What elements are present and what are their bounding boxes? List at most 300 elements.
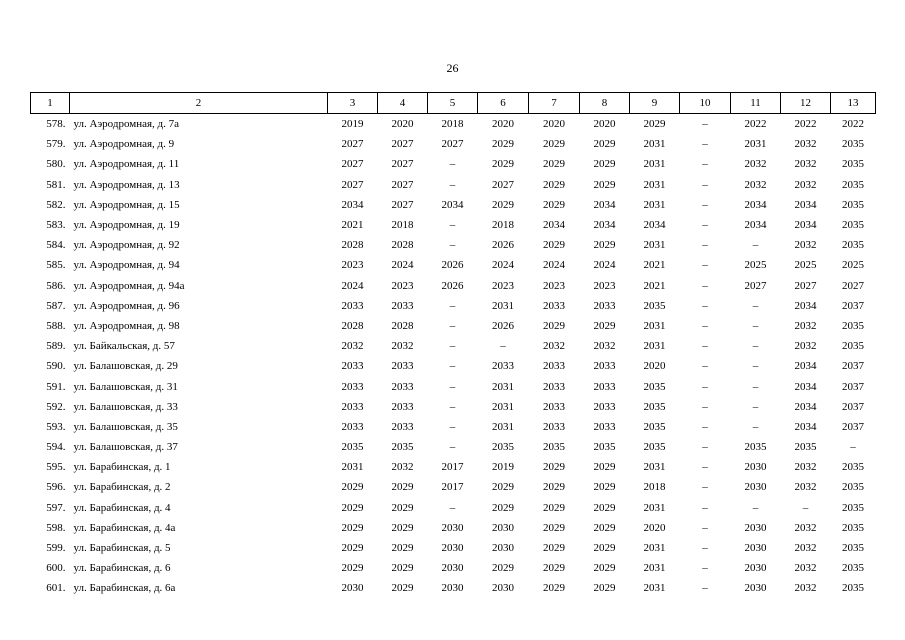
address-cell: ул. Барабинская, д. 6а xyxy=(73,582,176,595)
year-cell: 2032 xyxy=(543,340,565,353)
year-cell: 2034 xyxy=(341,198,364,211)
year-cell: 2032 xyxy=(744,178,767,191)
year-cell: – xyxy=(449,219,456,232)
year-cell: 2034 xyxy=(543,219,565,232)
address-cell: ул. Барабинская, д. 4 xyxy=(73,501,171,514)
year-cell: 2029 xyxy=(391,562,414,575)
year-cell: 2029 xyxy=(341,501,364,514)
row-number-cell: 592. xyxy=(46,400,66,413)
year-cell: 2029 xyxy=(543,461,565,474)
year-cell: 2019 xyxy=(341,118,364,131)
year-cell: 2033 xyxy=(391,400,414,413)
year-cell: 2035 xyxy=(842,501,864,514)
year-cell: 2027 xyxy=(391,198,414,211)
year-cell: 2033 xyxy=(593,360,616,373)
year-cell: 2030 xyxy=(492,542,514,555)
year-cell: 2037 xyxy=(842,360,864,373)
table-row xyxy=(31,114,876,135)
table-row xyxy=(31,376,876,396)
address-cell: ул. Аэродромная, д. 94 xyxy=(73,259,180,272)
year-cell: 2035 xyxy=(643,441,666,454)
row-number-cell: 580. xyxy=(46,158,66,171)
column-header: 9 xyxy=(630,93,680,114)
address-cell: ул. Аэродромная, д. 9 xyxy=(73,138,175,151)
column-header: 4 xyxy=(378,93,428,114)
row-number-cell: 586. xyxy=(46,279,66,292)
year-cell: 2029 xyxy=(593,542,616,555)
year-cell: 2030 xyxy=(744,521,767,534)
year-cell: 2035 xyxy=(842,239,864,252)
year-cell: 2025 xyxy=(842,259,864,272)
year-cell: 2032 xyxy=(794,158,817,171)
address-cell: ул. Барабинская, д. 2 xyxy=(73,481,171,494)
year-cell: 2030 xyxy=(492,521,514,534)
year-cell: 2029 xyxy=(543,542,565,555)
year-cell: 2030 xyxy=(441,542,464,555)
year-cell: 2031 xyxy=(643,542,666,555)
year-cell: 2029 xyxy=(341,521,364,534)
year-cell: – xyxy=(702,501,708,514)
year-cell: 2030 xyxy=(744,481,767,494)
year-cell: 2022 xyxy=(744,118,767,131)
year-cell: – xyxy=(702,178,708,191)
year-cell: 2035 xyxy=(842,461,864,474)
year-cell: 2037 xyxy=(842,380,864,393)
year-cell: 2035 xyxy=(643,420,666,433)
column-header: 11 xyxy=(731,93,781,114)
year-cell: 2024 xyxy=(391,259,414,272)
year-cell: 2032 xyxy=(794,340,817,353)
year-cell: – xyxy=(702,521,708,534)
row-number-cell: 579. xyxy=(46,138,66,151)
table-row xyxy=(31,215,876,235)
year-cell: – xyxy=(850,441,856,454)
address-cell: ул. Байкальская, д. 57 xyxy=(73,340,175,353)
year-cell: – xyxy=(702,360,708,373)
year-cell: – xyxy=(449,239,456,252)
year-cell: 2031 xyxy=(643,178,666,191)
year-cell: 2029 xyxy=(643,118,666,131)
table-row xyxy=(31,296,876,316)
row-number-cell: 585. xyxy=(46,259,66,272)
year-cell: 2034 xyxy=(744,219,767,232)
year-cell: 2023 xyxy=(341,259,364,272)
year-cell: 2029 xyxy=(543,481,565,494)
year-cell: 2019 xyxy=(492,461,514,474)
year-cell: 2017 xyxy=(441,481,464,494)
year-cell: 2032 xyxy=(794,582,817,595)
year-cell: 2031 xyxy=(643,198,666,211)
year-cell: 2023 xyxy=(391,279,414,292)
year-cell: 2029 xyxy=(593,582,616,595)
year-cell: – xyxy=(752,299,759,312)
table-row xyxy=(31,437,876,457)
address-cell: ул. Аэродромная, д. 7а xyxy=(73,118,180,131)
year-cell: 2032 xyxy=(794,461,817,474)
year-cell: 2027 xyxy=(842,279,864,292)
address-cell: ул. Балашовская, д. 31 xyxy=(73,380,178,393)
column-header: 7 xyxy=(529,93,580,114)
year-cell: – xyxy=(752,340,759,353)
address-cell: ул. Балашовская, д. 37 xyxy=(73,441,178,454)
year-cell: 2032 xyxy=(744,158,767,171)
page-number: 26 xyxy=(446,61,459,75)
year-cell: 2029 xyxy=(341,542,364,555)
year-cell: 2028 xyxy=(391,239,414,252)
table-row xyxy=(31,154,876,174)
table-row xyxy=(31,175,876,195)
year-cell: 2028 xyxy=(341,319,364,332)
year-cell: 2029 xyxy=(391,501,414,514)
year-cell: 2022 xyxy=(842,118,864,131)
year-cell: 2021 xyxy=(643,279,666,292)
row-number-cell: 587. xyxy=(46,299,66,312)
year-cell: 2029 xyxy=(492,501,514,514)
year-cell: 2027 xyxy=(341,158,364,171)
address-cell: ул. Барабинская, д. 6 xyxy=(73,562,171,575)
table-row xyxy=(31,336,876,356)
year-cell: 2029 xyxy=(593,461,616,474)
year-cell: 2034 xyxy=(593,219,616,232)
column-header: 10 xyxy=(680,93,731,114)
year-cell: 2029 xyxy=(543,501,565,514)
year-cell: 2031 xyxy=(492,299,514,312)
table-body xyxy=(31,114,876,599)
row-number-cell: 601. xyxy=(46,582,66,595)
year-cell: 2020 xyxy=(391,118,414,131)
column-header: 1 xyxy=(31,93,70,114)
row-number-cell: 590. xyxy=(46,360,66,373)
year-cell: 2018 xyxy=(441,118,464,131)
year-cell: – xyxy=(702,461,708,474)
year-cell: – xyxy=(702,219,708,232)
year-cell: 2030 xyxy=(492,582,514,595)
year-cell: 2031 xyxy=(643,501,666,514)
year-cell: 2032 xyxy=(794,521,817,534)
year-cell: 2027 xyxy=(794,279,817,292)
year-cell: 2034 xyxy=(794,360,817,373)
year-cell: 2033 xyxy=(492,360,514,373)
year-cell: 2035 xyxy=(593,441,616,454)
schedule-table xyxy=(30,92,876,599)
year-cell: 2034 xyxy=(794,400,817,413)
year-cell: – xyxy=(802,501,809,514)
year-cell: 2035 xyxy=(643,299,666,312)
year-cell: 2029 xyxy=(593,481,616,494)
year-cell: 2033 xyxy=(391,420,414,433)
year-cell: 2032 xyxy=(794,562,817,575)
year-cell: 2032 xyxy=(391,461,414,474)
row-number-cell: 584. xyxy=(46,239,66,252)
year-cell: – xyxy=(702,340,708,353)
year-cell: 2035 xyxy=(643,400,666,413)
year-cell: 2032 xyxy=(794,542,817,555)
year-cell: – xyxy=(449,319,456,332)
column-header: 12 xyxy=(781,93,831,114)
year-cell: 2035 xyxy=(842,178,864,191)
year-cell: 2030 xyxy=(441,582,464,595)
year-cell: 2031 xyxy=(643,340,666,353)
address-cell: ул. Балашовская, д. 29 xyxy=(73,360,178,373)
year-cell: 2029 xyxy=(492,198,514,211)
year-cell: 2032 xyxy=(593,340,616,353)
year-cell: 2029 xyxy=(593,501,616,514)
year-cell: 2033 xyxy=(341,380,364,393)
year-cell: – xyxy=(702,118,708,131)
year-cell: 2031 xyxy=(643,319,666,332)
year-cell: 2029 xyxy=(543,178,565,191)
year-cell: 2027 xyxy=(341,138,364,151)
address-cell: ул. Балашовская, д. 33 xyxy=(73,400,178,413)
year-cell: 2020 xyxy=(593,118,616,131)
year-cell: 2033 xyxy=(341,400,364,413)
table-header xyxy=(31,93,876,114)
year-cell: – xyxy=(500,340,506,353)
year-cell: 2033 xyxy=(341,420,364,433)
year-cell: 2034 xyxy=(593,198,616,211)
year-cell: 2030 xyxy=(341,582,364,595)
year-cell: – xyxy=(702,259,708,272)
year-cell: – xyxy=(702,481,708,494)
year-cell: 2035 xyxy=(842,319,864,332)
year-cell: 2029 xyxy=(543,319,565,332)
year-cell: 2031 xyxy=(492,400,514,413)
year-cell: 2029 xyxy=(391,542,414,555)
year-cell: – xyxy=(702,441,708,454)
year-cell: 2035 xyxy=(391,441,414,454)
year-cell: 2033 xyxy=(341,299,364,312)
year-cell: 2035 xyxy=(794,441,817,454)
year-cell: – xyxy=(702,562,708,575)
table-row xyxy=(31,397,876,417)
year-cell: 2029 xyxy=(492,158,514,171)
year-cell: 2024 xyxy=(341,279,364,292)
year-cell: 2029 xyxy=(593,319,616,332)
row-number-cell: 594. xyxy=(46,441,66,454)
table-row xyxy=(31,578,876,598)
year-cell: 2035 xyxy=(842,562,864,575)
year-cell: 2031 xyxy=(341,461,364,474)
column-header: 3 xyxy=(328,93,378,114)
year-cell: 2031 xyxy=(643,461,666,474)
year-cell: – xyxy=(702,319,708,332)
year-cell: 2024 xyxy=(593,259,616,272)
year-cell: 2030 xyxy=(441,521,464,534)
year-cell: – xyxy=(449,400,456,413)
year-cell: 2035 xyxy=(842,219,864,232)
year-cell: 2029 xyxy=(341,562,364,575)
year-cell: 2034 xyxy=(794,380,817,393)
year-cell: 2029 xyxy=(492,562,514,575)
year-cell: 2033 xyxy=(543,360,565,373)
year-cell: 2033 xyxy=(593,400,616,413)
address-cell: ул. Балашовская, д. 35 xyxy=(73,420,178,433)
year-cell: 2034 xyxy=(744,198,767,211)
year-cell: 2029 xyxy=(391,582,414,595)
address-cell: ул. Аэродромная, д. 98 xyxy=(73,319,180,332)
year-cell: 2017 xyxy=(441,461,464,474)
column-header: 13 xyxy=(831,93,876,114)
year-cell: 2033 xyxy=(391,380,414,393)
column-header: 8 xyxy=(580,93,630,114)
year-cell: 2030 xyxy=(744,542,767,555)
year-cell: 2027 xyxy=(744,279,767,292)
year-cell: – xyxy=(449,441,456,454)
year-cell: 2026 xyxy=(441,279,464,292)
year-cell: – xyxy=(702,582,708,595)
year-cell: 2034 xyxy=(794,219,817,232)
year-cell: 2032 xyxy=(341,340,364,353)
address-cell: ул. Аэродромная, д. 11 xyxy=(73,158,180,171)
table-row xyxy=(31,518,876,538)
year-cell: 2033 xyxy=(391,360,414,373)
column-header: 6 xyxy=(478,93,529,114)
year-cell: 2035 xyxy=(842,138,864,151)
year-cell: 2035 xyxy=(842,340,864,353)
year-cell: 2027 xyxy=(391,178,414,191)
year-cell: – xyxy=(449,158,456,171)
year-cell: 2034 xyxy=(794,198,817,211)
row-number-cell: 593. xyxy=(46,420,66,433)
year-cell: 2031 xyxy=(643,562,666,575)
year-cell: 2033 xyxy=(391,299,414,312)
year-cell: 2031 xyxy=(744,138,767,151)
year-cell: 2029 xyxy=(543,562,565,575)
year-cell: 2026 xyxy=(492,239,514,252)
row-number-cell: 591. xyxy=(46,380,66,393)
year-cell: 2033 xyxy=(593,299,616,312)
column-header: 5 xyxy=(428,93,478,114)
year-cell: 2025 xyxy=(794,259,817,272)
table-row xyxy=(31,558,876,578)
year-cell: 2029 xyxy=(543,158,565,171)
year-cell: 2021 xyxy=(643,259,666,272)
year-cell: 2032 xyxy=(794,481,817,494)
year-cell: – xyxy=(702,198,708,211)
year-cell: 2028 xyxy=(341,239,364,252)
year-cell: 2032 xyxy=(794,319,817,332)
table-row xyxy=(31,255,876,275)
year-cell: 2034 xyxy=(794,420,817,433)
year-cell: 2031 xyxy=(643,582,666,595)
year-cell: 2035 xyxy=(842,542,864,555)
year-cell: – xyxy=(702,420,708,433)
year-cell: 2020 xyxy=(643,360,666,373)
year-cell: 2021 xyxy=(341,219,364,232)
table-row xyxy=(31,417,876,437)
table-row xyxy=(31,316,876,336)
year-cell: 2031 xyxy=(643,158,666,171)
year-cell: – xyxy=(702,299,708,312)
address-cell: ул. Барабинская, д. 4а xyxy=(73,521,176,534)
year-cell: 2024 xyxy=(543,259,565,272)
year-cell: 2037 xyxy=(842,400,864,413)
year-cell: 2029 xyxy=(593,138,616,151)
year-cell: 2031 xyxy=(643,138,666,151)
table-row xyxy=(31,276,876,296)
address-cell: ул. Аэродромная, д. 94а xyxy=(73,279,185,292)
year-cell: 2033 xyxy=(543,420,565,433)
year-cell: 2035 xyxy=(643,380,666,393)
year-cell: 2029 xyxy=(543,138,565,151)
year-cell: 2033 xyxy=(543,380,565,393)
year-cell: 2027 xyxy=(492,178,514,191)
year-cell: – xyxy=(702,279,708,292)
year-cell: 2023 xyxy=(593,279,616,292)
year-cell: 2035 xyxy=(341,441,364,454)
year-cell: 2029 xyxy=(593,521,616,534)
row-number-cell: 578. xyxy=(46,118,66,131)
header-row xyxy=(31,93,876,114)
row-number-cell: 597. xyxy=(46,501,66,514)
year-cell: 2035 xyxy=(842,481,864,494)
address-cell: ул. Аэродромная, д. 19 xyxy=(73,219,180,232)
year-cell: – xyxy=(702,380,708,393)
year-cell: – xyxy=(752,501,759,514)
year-cell: 2029 xyxy=(341,481,364,494)
year-cell: – xyxy=(449,178,456,191)
year-cell: – xyxy=(702,542,708,555)
year-cell: 2027 xyxy=(391,138,414,151)
year-cell: 2030 xyxy=(744,562,767,575)
year-cell: 2029 xyxy=(593,178,616,191)
address-cell: ул. Аэродромная, д. 15 xyxy=(73,198,180,211)
year-cell: 2023 xyxy=(543,279,565,292)
year-cell: 2031 xyxy=(643,239,666,252)
table-row xyxy=(31,477,876,497)
year-cell: 2035 xyxy=(543,441,565,454)
row-number-cell: 588. xyxy=(46,319,66,332)
year-cell: 2018 xyxy=(643,481,666,494)
year-cell: 2029 xyxy=(391,521,414,534)
year-cell: – xyxy=(752,400,759,413)
year-cell: 2029 xyxy=(543,239,565,252)
year-cell: – xyxy=(752,360,759,373)
address-cell: ул. Аэродромная, д. 92 xyxy=(73,239,180,252)
year-cell: – xyxy=(449,340,456,353)
year-cell: 2035 xyxy=(842,198,864,211)
year-cell: 2029 xyxy=(593,158,616,171)
row-number-cell: 596. xyxy=(46,481,66,494)
year-cell: 2025 xyxy=(744,259,767,272)
address-cell: ул. Барабинская, д. 5 xyxy=(73,542,171,555)
year-cell: 2035 xyxy=(842,582,864,595)
year-cell: 2032 xyxy=(794,178,817,191)
year-cell: 2027 xyxy=(391,158,414,171)
year-cell: 2020 xyxy=(543,118,565,131)
year-cell: 2031 xyxy=(492,420,514,433)
table-row xyxy=(31,235,876,255)
table-row xyxy=(31,356,876,376)
table-row xyxy=(31,195,876,215)
year-cell: 2029 xyxy=(593,239,616,252)
row-number-cell: 583. xyxy=(46,219,66,232)
year-cell: 2031 xyxy=(492,380,514,393)
year-cell: – xyxy=(702,138,708,151)
year-cell: 2033 xyxy=(543,299,565,312)
address-cell: ул. Барабинская, д. 1 xyxy=(73,461,171,474)
row-number-cell: 599. xyxy=(46,542,66,555)
year-cell: 2029 xyxy=(543,521,565,534)
year-cell: 2035 xyxy=(842,158,864,171)
year-cell: 2022 xyxy=(794,118,817,131)
year-cell: 2029 xyxy=(391,481,414,494)
year-cell: 2018 xyxy=(391,219,414,232)
row-number-cell: 595. xyxy=(46,461,66,474)
row-number-cell: 600. xyxy=(46,562,66,575)
year-cell: – xyxy=(752,380,759,393)
year-cell: 2033 xyxy=(593,380,616,393)
